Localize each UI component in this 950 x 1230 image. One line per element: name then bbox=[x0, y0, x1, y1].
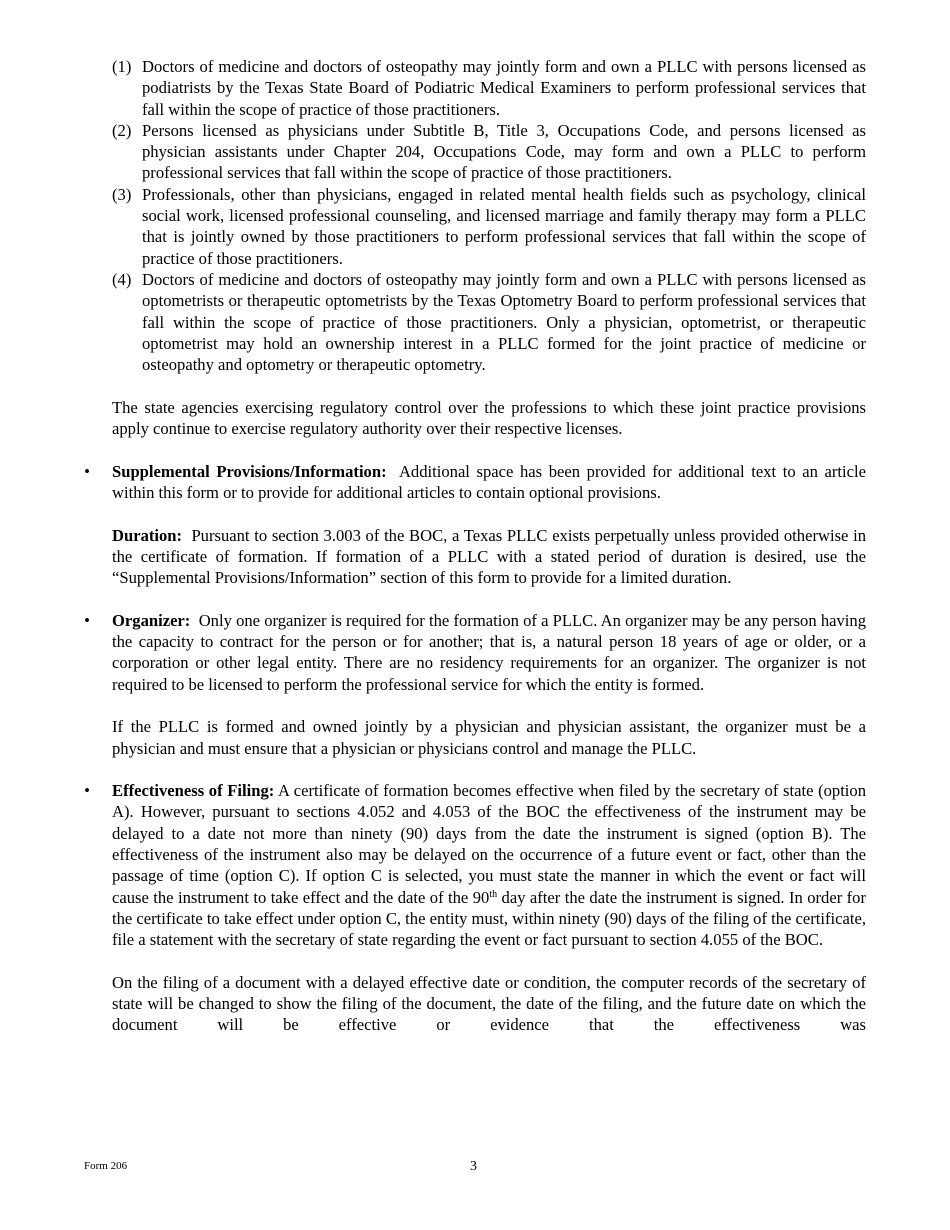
organizer-text: Only one organizer is required for the formation of a PLLC. An organizer may be any person having the capacity to contract for the person or for another; that is, a natural person 18 years of age or older, or a corporation or other legal entity. There are no residency requirements for an organizer. The organizer is not required to be licensed to perform the professional service for which the entity is formed. bbox=[112, 610, 866, 694]
page-content bbox=[84, 56, 867, 1036]
ordinal-suffix: th bbox=[489, 888, 498, 900]
list-item-text: Persons licensed as physicians under Subtitle B, Title 3, Occupations Code, and persons licensed as physician assistants under Chapter 204, Occupations Code, may form and own a PLLC to perform professional services that fall within the scope of practice of those practitioners. bbox=[142, 120, 866, 183]
organizer-followup-paragraph: If the PLLC is formed and owned jointly by a physician and physician assistant, the organizer must be a physician and must ensure that a physician or physicians control and manage the PLLC. bbox=[112, 717, 866, 758]
bullet-point: • bbox=[84, 781, 90, 801]
list-item-text: Doctors of medicine and doctors of osteopathy may jointly form and own a PLLC with persons licensed as optometrists or therapeutic optometrists by the Texas Optometry Board to perform professional services that fall within the scope of practice of those practitioners. Only a physician, optometrist, or therapeutic optometrist may hold an ownership interest in a PLLC formed for the joint practice of medicine or osteopathy and optometry or therapeutic optometry. bbox=[142, 269, 866, 375]
effectiveness-heading: Effectiveness of Filing: bbox=[112, 781, 275, 801]
duration-heading: Duration: bbox=[112, 525, 183, 545]
footer-form-label: Form 206 bbox=[84, 1160, 128, 1172]
effectiveness-paragraph bbox=[112, 780, 866, 950]
list-item-text: Doctors of medicine and doctors of osteopathy may jointly form and own a PLLC with persons licensed as podiatrists by the Texas State Board of Podiatric Medical Examiners to perform professional services that fall within the scope of practice of those practitioners. bbox=[142, 57, 866, 119]
effectiveness-text-b: day after the date the instrument is signed. In order for the certificate to take effect under option C, the entity must, within ninety (90) days of the filing of the certificate, file a statement with the secretary of state regarding the event or fact pursuant to section 4.055 of the BOC. bbox=[112, 887, 867, 950]
page-number: 3 bbox=[470, 1159, 477, 1174]
list-marker: (1) bbox=[112, 57, 132, 76]
organizer-heading: Organizer: bbox=[112, 610, 191, 630]
list-item bbox=[112, 56, 866, 120]
organizer-section bbox=[84, 610, 866, 695]
effectiveness-section bbox=[84, 780, 867, 950]
list-item bbox=[112, 184, 866, 269]
supplemental-section bbox=[84, 461, 866, 504]
supplemental-heading: Supplemental Provisions/Information: bbox=[112, 461, 387, 481]
bullet-point: • bbox=[84, 610, 90, 630]
state-agencies-paragraph: The state agencies exercising regulatory control over the professions to which these joint practice provisions apply continue to exercise regulatory authority over their respective licenses. bbox=[112, 397, 866, 439]
list-item bbox=[112, 269, 866, 375]
duration-paragraph bbox=[112, 525, 866, 589]
supplemental-text: Additional space has been provided for additional text to an article within this form or to provide for additional articles to contain optional provisions. bbox=[112, 461, 866, 502]
list-item bbox=[112, 120, 866, 184]
organizer-paragraph bbox=[112, 610, 866, 695]
duration-text: Pursuant to section 3.003 of the BOC, a Texas PLLC exists perpetually unless provided otherwise in the certificate of formation. If formation of a PLLC with a stated period of duration is desired, use the “Supplemental Provisions/Information” section of this form to provide for a limited duration. bbox=[112, 525, 866, 588]
supplemental-paragraph bbox=[112, 461, 866, 504]
joint-practice-list bbox=[112, 56, 866, 375]
list-item-text: Professionals, other than physicians, engaged in related mental health fields such as psychology, clinical social work, licensed professional counseling, and licensed marriage and family therapy may form a PLLC that is jointly owned by those practitioners to perform professional services that fall within the scope of practice of those practitioners. bbox=[142, 184, 866, 268]
list-marker: (4) bbox=[112, 269, 132, 289]
effectiveness-followup-paragraph: On the filing of a document with a delayed effective date or condition, the computer records of the secretary of state will be changed to show the filing of the document, the date of the filing, and the future date on which the document will be effective or evidence that the effectiveness was bbox=[112, 972, 866, 1035]
list-marker: (2) bbox=[112, 120, 132, 140]
list-marker: (3) bbox=[112, 184, 132, 204]
bullet-point: • bbox=[84, 461, 90, 481]
effectiveness-text-a: A certificate of formation becomes effective when filed by the secretary of state (option A). However, pursuant to sections 4.052 and 4.053 of the BOC the effectiveness of the instrument may be delayed to a date not more than ninety (90) days from the date the instrument is signed (option B). The effectiveness of the instrument also may be delayed on the occurrence of a future event or fact, other than the passage of time (option C). If option C is selected, you must state the manner in which the event or fact will cause the instrument to take effect and the date of the 90 bbox=[112, 781, 867, 907]
